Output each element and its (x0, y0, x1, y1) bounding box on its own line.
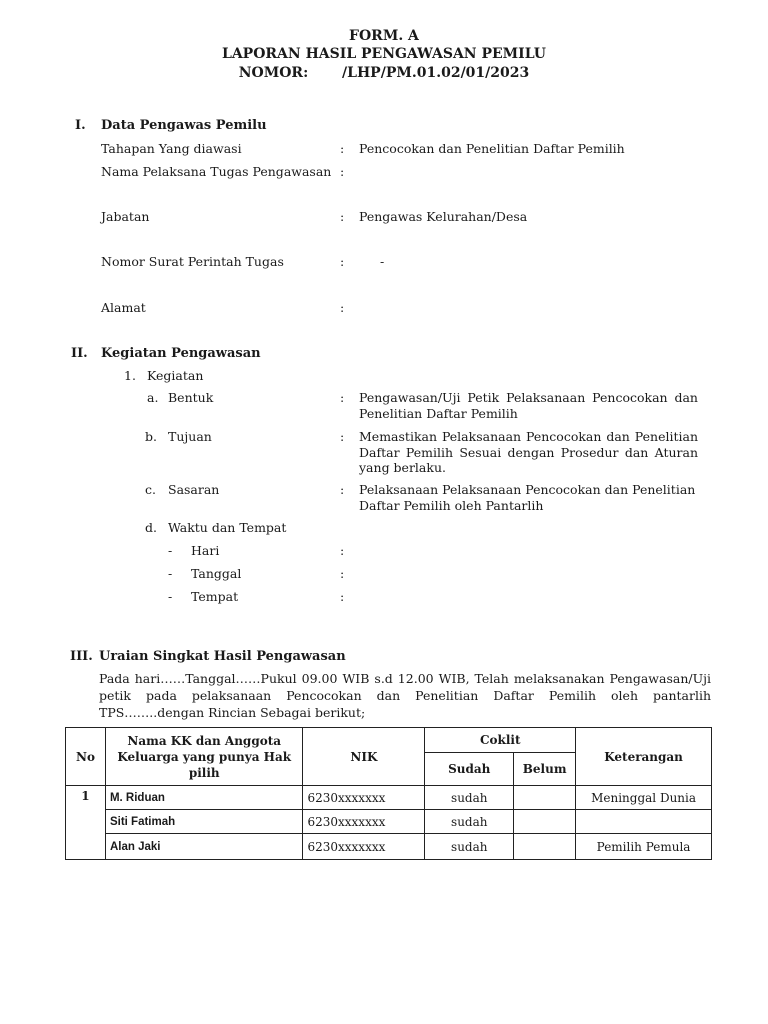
subitem-label-tujuan: Tujuan (168, 429, 212, 444)
field-value-tahapan: Pencocokan dan Penelitian Daftar Pemilih (359, 141, 625, 156)
subitem-letter: c. (145, 482, 156, 497)
subitem-letter: a. (147, 390, 159, 405)
subitem-value-tujuan: Memastikan Pelaksanaan Pencocokan dan Penelitian Daftar Pemilih Sesuai dengan Prosedur dan Aturan yang berlaku. (359, 429, 698, 475)
rincian-table (65, 727, 712, 860)
cell-sudah: sudah (425, 810, 514, 834)
form-label: FORM. A (349, 28, 419, 44)
cell-nik: 6230xxxxxxx (303, 786, 425, 810)
nomor-value: /LHP/PM.01.02/01/2023 (342, 65, 530, 81)
header-sudah: Sudah (425, 753, 514, 786)
field-colon: : (340, 482, 345, 497)
header-keterangan: Keterangan (576, 728, 712, 786)
kegiatan-number: 1. (124, 368, 136, 383)
cell-belum (514, 786, 576, 810)
field-label-alamat: Alamat (101, 300, 146, 315)
subitem-label-bentuk: Bentuk (168, 390, 214, 405)
field-colon: : (340, 390, 345, 405)
kegiatan-label: Kegiatan (147, 368, 204, 383)
header-coklit: Coklit (425, 728, 576, 753)
document-number (0, 65, 768, 81)
nomor-label: NOMOR: (238, 65, 309, 81)
field-colon: : (340, 300, 345, 315)
field-label-nomor-surat: Nomor Surat Perintah Tugas (101, 254, 284, 269)
waktu-dash: - (168, 566, 173, 581)
header-nik: NIK (303, 728, 425, 786)
section-3-title: Uraian Singkat Hasil Pengawasan (99, 649, 346, 664)
cell-sudah: sudah (425, 786, 514, 810)
subitem-label-sasaran: Sasaran (168, 482, 220, 497)
subitem-letter: b. (145, 429, 157, 444)
field-colon: : (340, 164, 345, 179)
subitem-letter: d. (145, 520, 157, 535)
field-value-nomor-surat: - (380, 254, 385, 269)
cell-keterangan (576, 810, 712, 834)
waktu-label-hari: Hari (191, 543, 220, 558)
cell-keterangan: Meninggal Dunia (576, 786, 712, 810)
section-1-title: Data Pengawas Pemilu (101, 118, 267, 133)
subitem-value-sasaran: Pelaksanaan Pelaksanaan Pencocokan dan Penelitian Daftar Pemilih oleh Pantarlih (359, 482, 696, 513)
cell-nik: 6230xxxxxxx (303, 834, 425, 860)
header-nama: Nama KK dan Anggota Keluarga yang punya Hak pilih (105, 728, 303, 786)
field-label-nama-pelaksana: Nama Pelaksana Tugas Pengawasan (101, 164, 332, 179)
field-colon: : (340, 543, 345, 558)
section-2-title: Kegiatan Pengawasan (101, 346, 261, 361)
section-2-number: II. (71, 346, 88, 361)
waktu-dash: - (168, 543, 173, 558)
section-3-number: III. (70, 649, 93, 664)
header-belum: Belum (514, 753, 576, 786)
table-row (66, 834, 712, 860)
table-row (66, 786, 712, 810)
table-row (66, 810, 712, 834)
cell-keterangan: Pemilih Pemula (576, 834, 712, 860)
section-3-paragraph: Pada hari……Tanggal……Pukul 09.00 WIB s.d 12.00 WIB, Telah melaksanakan Pengawasan/Uji petik pada pelaksanaan Pencocokan dan Penelitian Daftar Pemilih oleh pantarlih TPS……..dengan Rincian Sebagai berikut; (99, 671, 711, 720)
field-value-jabatan: Pengawas Kelurahan/Desa (359, 209, 528, 224)
field-colon: : (340, 429, 345, 444)
waktu-label-tanggal: Tanggal (191, 566, 242, 581)
field-colon: : (340, 566, 345, 581)
subitem-value-bentuk: Pengawasan/Uji Petik Pelaksanaan Pencocokan dan Penelitian Daftar Pemilih (359, 390, 698, 421)
field-colon: : (340, 141, 345, 156)
document-title: LAPORAN HASIL PENGAWASAN PEMILU (221, 46, 547, 62)
cell-belum (514, 810, 576, 834)
cell-sudah: sudah (425, 834, 514, 860)
field-label-jabatan: Jabatan (101, 209, 150, 224)
section-1-number: I. (75, 118, 86, 133)
cell-nik: 6230xxxxxxx (303, 810, 425, 834)
cell-belum (514, 834, 576, 860)
subitem-label-waktu-tempat: Waktu dan Tempat (168, 520, 287, 535)
waktu-dash: - (168, 589, 173, 604)
field-colon: : (340, 254, 345, 269)
waktu-label-tempat: Tempat (191, 589, 239, 604)
field-colon: : (340, 209, 345, 224)
cell-nama: Siti Fatimah (105, 810, 303, 834)
header-no: No (66, 728, 106, 786)
cell-nama: M. Riduan (105, 786, 303, 810)
row-group-number: 1 (66, 786, 106, 860)
cell-nama: Alan Jaki (105, 834, 303, 860)
field-label-tahapan: Tahapan Yang diawasi (101, 141, 242, 156)
field-colon: : (340, 589, 345, 604)
